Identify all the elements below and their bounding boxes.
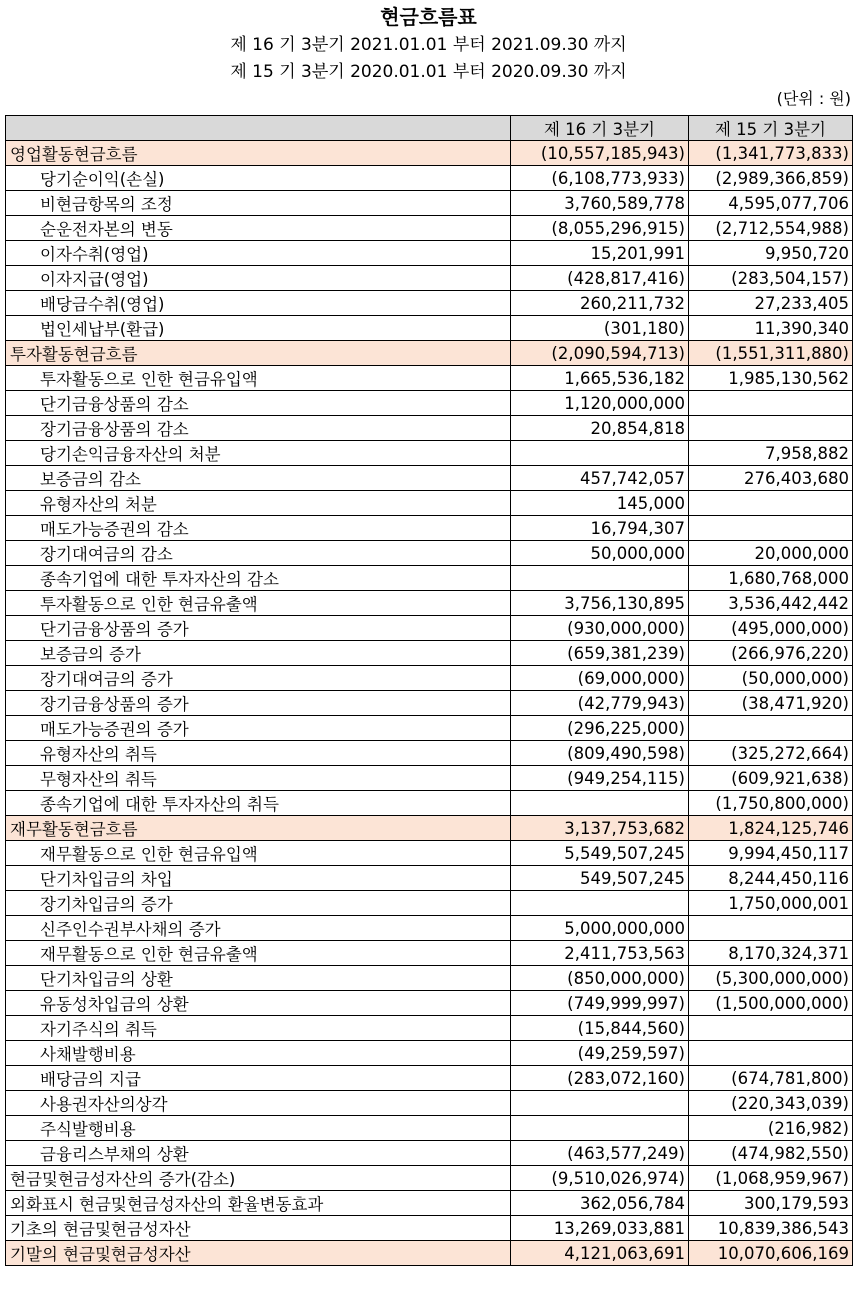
prior-period-value (689, 1041, 853, 1066)
current-period-value: (15,844,560) (511, 1016, 689, 1041)
row-label: 비현금항목의 조정 (6, 191, 511, 216)
current-period-value: (8,055,296,915) (511, 216, 689, 241)
prior-period-value: (1,068,959,967) (689, 1166, 853, 1191)
current-period-value: 362,056,784 (511, 1191, 689, 1216)
table-row (6, 566, 853, 591)
row-label: 당기손익금융자산의 처분 (6, 441, 511, 466)
row-label: 매도가능증권의 감소 (6, 516, 511, 541)
row-label: 법인세납부(환급) (6, 316, 511, 341)
prior-period-value: 1,985,130,562 (689, 366, 853, 391)
row-label: 영업활동현금흐름 (6, 141, 511, 166)
row-label: 외화표시 현금및현금성자산의 환율변동효과 (6, 1191, 511, 1216)
prior-period-value: 300,179,593 (689, 1191, 853, 1216)
table-row (6, 1166, 853, 1191)
statement-header (0, 0, 857, 86)
current-period-value: 549,507,245 (511, 866, 689, 891)
row-label: 투자활동으로 인한 현금유입액 (6, 366, 511, 391)
table-row (6, 591, 853, 616)
prior-period-value: 8,170,324,371 (689, 941, 853, 966)
table-row (6, 141, 853, 166)
current-period-value (511, 566, 689, 591)
table-row (6, 891, 853, 916)
current-period-value: 260,211,732 (511, 291, 689, 316)
current-period-value: (49,259,597) (511, 1041, 689, 1066)
current-period-value: 5,000,000,000 (511, 916, 689, 941)
current-period-value: (69,000,000) (511, 666, 689, 691)
row-label: 단기금융상품의 증가 (6, 616, 511, 641)
current-period-value: (2,090,594,713) (511, 341, 689, 366)
current-period-value (511, 891, 689, 916)
table-row (6, 641, 853, 666)
row-label: 무형자산의 취득 (6, 766, 511, 791)
row-label: 기말의 현금및현금성자산 (6, 1241, 511, 1266)
prior-period-value: 9,994,450,117 (689, 841, 853, 866)
current-period-value: (850,000,000) (511, 966, 689, 991)
prior-period-value: 8,244,450,116 (689, 866, 853, 891)
prior-period-value: (5,300,000,000) (689, 966, 853, 991)
table-row (6, 666, 853, 691)
prior-period-value: 1,680,768,000 (689, 566, 853, 591)
current-period-value: (301,180) (511, 316, 689, 341)
row-label: 금융리스부채의 상환 (6, 1141, 511, 1166)
table-row (6, 966, 853, 991)
table-row (6, 1116, 853, 1141)
prior-period-value: 1,750,000,001 (689, 891, 853, 916)
table-row (6, 416, 853, 441)
table-row (6, 1241, 853, 1266)
header-current-period: 제 16 기 3분기 (511, 116, 689, 141)
current-period-value (511, 441, 689, 466)
row-label: 유형자산의 처분 (6, 491, 511, 516)
table-row (6, 241, 853, 266)
table-row (6, 741, 853, 766)
table-row (6, 516, 853, 541)
table-row (6, 341, 853, 366)
table-row (6, 466, 853, 491)
table-row (6, 491, 853, 516)
cash-flow-table (5, 115, 853, 1266)
current-period-value: (749,999,997) (511, 991, 689, 1016)
table-row (6, 716, 853, 741)
row-label: 현금및현금성자산의 증가(감소) (6, 1166, 511, 1191)
current-period-value: 3,756,130,895 (511, 591, 689, 616)
current-period-value: (809,490,598) (511, 741, 689, 766)
current-period-value: 2,411,753,563 (511, 941, 689, 966)
table-row (6, 791, 853, 816)
table-row (6, 316, 853, 341)
current-period-value: 16,794,307 (511, 516, 689, 541)
current-period-value: (463,577,249) (511, 1141, 689, 1166)
current-period-value: 3,760,589,778 (511, 191, 689, 216)
table-row (6, 291, 853, 316)
row-label: 단기차입금의 차입 (6, 866, 511, 891)
table-row (6, 1216, 853, 1241)
prior-period-value: (1,551,311,880) (689, 341, 853, 366)
row-label: 사용권자산의상각 (6, 1091, 511, 1116)
table-row (6, 366, 853, 391)
current-period-value: 4,121,063,691 (511, 1241, 689, 1266)
row-label: 자기주식의 취득 (6, 1016, 511, 1041)
table-row (6, 441, 853, 466)
current-period-value: 5,549,507,245 (511, 841, 689, 866)
prior-period-value: (220,343,039) (689, 1091, 853, 1116)
current-period-value: (949,254,115) (511, 766, 689, 791)
row-label: 보증금의 감소 (6, 466, 511, 491)
prior-period-value: (609,921,638) (689, 766, 853, 791)
prior-period-value: 1,824,125,746 (689, 816, 853, 841)
period-current: 제 16 기 3분기 2021.01.01 부터 2021.09.30 까지 (230, 35, 627, 55)
current-period-value (511, 1091, 689, 1116)
row-label: 이자지급(영업) (6, 266, 511, 291)
table-row (6, 541, 853, 566)
prior-period-value: (2,712,554,988) (689, 216, 853, 241)
current-period-value: 3,137,753,682 (511, 816, 689, 841)
row-label: 보증금의 증가 (6, 641, 511, 666)
current-period-value: 1,665,536,182 (511, 366, 689, 391)
table-row (6, 991, 853, 1016)
prior-period-value (689, 491, 853, 516)
current-period-value: 457,742,057 (511, 466, 689, 491)
table-row (6, 166, 853, 191)
current-period-value: 50,000,000 (511, 541, 689, 566)
current-period-value: 1,120,000,000 (511, 391, 689, 416)
table-row (6, 1066, 853, 1091)
row-label: 투자활동으로 인한 현금유출액 (6, 591, 511, 616)
prior-period-value: (283,504,157) (689, 266, 853, 291)
prior-period-value (689, 1016, 853, 1041)
row-label: 투자활동현금흐름 (6, 341, 511, 366)
prior-period-value: 7,958,882 (689, 441, 853, 466)
table-row (6, 1041, 853, 1066)
table-row (6, 916, 853, 941)
prior-period-value: (1,341,773,833) (689, 141, 853, 166)
row-label: 재무활동으로 인한 현금유출액 (6, 941, 511, 966)
prior-period-value (689, 916, 853, 941)
period-prior: 제 15 기 3분기 2020.01.01 부터 2020.09.30 까지 (230, 62, 627, 82)
table-header-row (6, 116, 853, 141)
current-period-value: (659,381,239) (511, 641, 689, 666)
current-period-value: (9,510,026,974) (511, 1166, 689, 1191)
prior-period-value: 4,595,077,706 (689, 191, 853, 216)
prior-period-value: (495,000,000) (689, 616, 853, 641)
row-label: 이자수취(영업) (6, 241, 511, 266)
table-body (6, 141, 853, 1266)
prior-period-value (689, 391, 853, 416)
table-row (6, 216, 853, 241)
table-row (6, 766, 853, 791)
table-row (6, 816, 853, 841)
row-label: 장기금융상품의 감소 (6, 416, 511, 441)
table-row (6, 266, 853, 291)
current-period-value: 13,269,033,881 (511, 1216, 689, 1241)
prior-period-value: 10,070,606,169 (689, 1241, 853, 1266)
unit-label: (단위 : 원) (776, 89, 851, 108)
table-row (6, 841, 853, 866)
table-row (6, 1141, 853, 1166)
header-label-column (6, 116, 511, 141)
prior-period-value: (325,272,664) (689, 741, 853, 766)
row-label: 기초의 현금및현금성자산 (6, 1216, 511, 1241)
table-row (6, 866, 853, 891)
row-label: 재무활동현금흐름 (6, 816, 511, 841)
table-row (6, 191, 853, 216)
row-label: 장기대여금의 증가 (6, 666, 511, 691)
prior-period-value: 20,000,000 (689, 541, 853, 566)
current-period-value: (10,557,185,943) (511, 141, 689, 166)
current-period-value: (930,000,000) (511, 616, 689, 641)
table-row (6, 391, 853, 416)
row-label: 종속기업에 대한 투자자산의 취득 (6, 791, 511, 816)
header-prior-period: 제 15 기 3분기 (689, 116, 853, 141)
table-row (6, 1091, 853, 1116)
row-label: 유동성차입금의 상환 (6, 991, 511, 1016)
prior-period-value: 3,536,442,442 (689, 591, 853, 616)
row-label: 종속기업에 대한 투자자산의 감소 (6, 566, 511, 591)
row-label: 장기차입금의 증가 (6, 891, 511, 916)
row-label: 단기금융상품의 감소 (6, 391, 511, 416)
current-period-value: 145,000 (511, 491, 689, 516)
prior-period-value: 10,839,386,543 (689, 1216, 853, 1241)
table-row (6, 941, 853, 966)
row-label: 신주인수권부사채의 증가 (6, 916, 511, 941)
row-label: 재무활동으로 인한 현금유입액 (6, 841, 511, 866)
prior-period-value: (1,500,000,000) (689, 991, 853, 1016)
prior-period-value: (474,982,550) (689, 1141, 853, 1166)
row-label: 단기차입금의 상환 (6, 966, 511, 991)
row-label: 매도가능증권의 증가 (6, 716, 511, 741)
prior-period-value: (674,781,800) (689, 1066, 853, 1091)
prior-period-value: 9,950,720 (689, 241, 853, 266)
row-label: 배당금의 지급 (6, 1066, 511, 1091)
row-label: 순운전자본의 변동 (6, 216, 511, 241)
prior-period-value: (50,000,000) (689, 666, 853, 691)
prior-period-value: (266,976,220) (689, 641, 853, 666)
prior-period-value: 11,390,340 (689, 316, 853, 341)
row-label: 유형자산의 취득 (6, 741, 511, 766)
table-row (6, 1191, 853, 1216)
current-period-value: (296,225,000) (511, 716, 689, 741)
row-label: 배당금수취(영업) (6, 291, 511, 316)
table-row (6, 616, 853, 641)
row-label: 사채발행비용 (6, 1041, 511, 1066)
current-period-value: (6,108,773,933) (511, 166, 689, 191)
current-period-value (511, 1116, 689, 1141)
prior-period-value: (38,471,920) (689, 691, 853, 716)
prior-period-value: 276,403,680 (689, 466, 853, 491)
current-period-value: (283,072,160) (511, 1066, 689, 1091)
row-label: 장기금융상품의 증가 (6, 691, 511, 716)
statement-title: 현금흐름표 (380, 5, 477, 29)
prior-period-value (689, 416, 853, 441)
current-period-value: 15,201,991 (511, 241, 689, 266)
prior-period-value: (216,982) (689, 1116, 853, 1141)
prior-period-value (689, 716, 853, 741)
current-period-value: 20,854,818 (511, 416, 689, 441)
row-label: 장기대여금의 감소 (6, 541, 511, 566)
row-label: 당기순이익(손실) (6, 166, 511, 191)
current-period-value: (42,779,943) (511, 691, 689, 716)
table-row (6, 691, 853, 716)
table-row (6, 1016, 853, 1041)
row-label: 주식발행비용 (6, 1116, 511, 1141)
current-period-value: (428,817,416) (511, 266, 689, 291)
prior-period-value: (2,989,366,859) (689, 166, 853, 191)
prior-period-value (689, 516, 853, 541)
prior-period-value: 27,233,405 (689, 291, 853, 316)
current-period-value (511, 791, 689, 816)
prior-period-value: (1,750,800,000) (689, 791, 853, 816)
